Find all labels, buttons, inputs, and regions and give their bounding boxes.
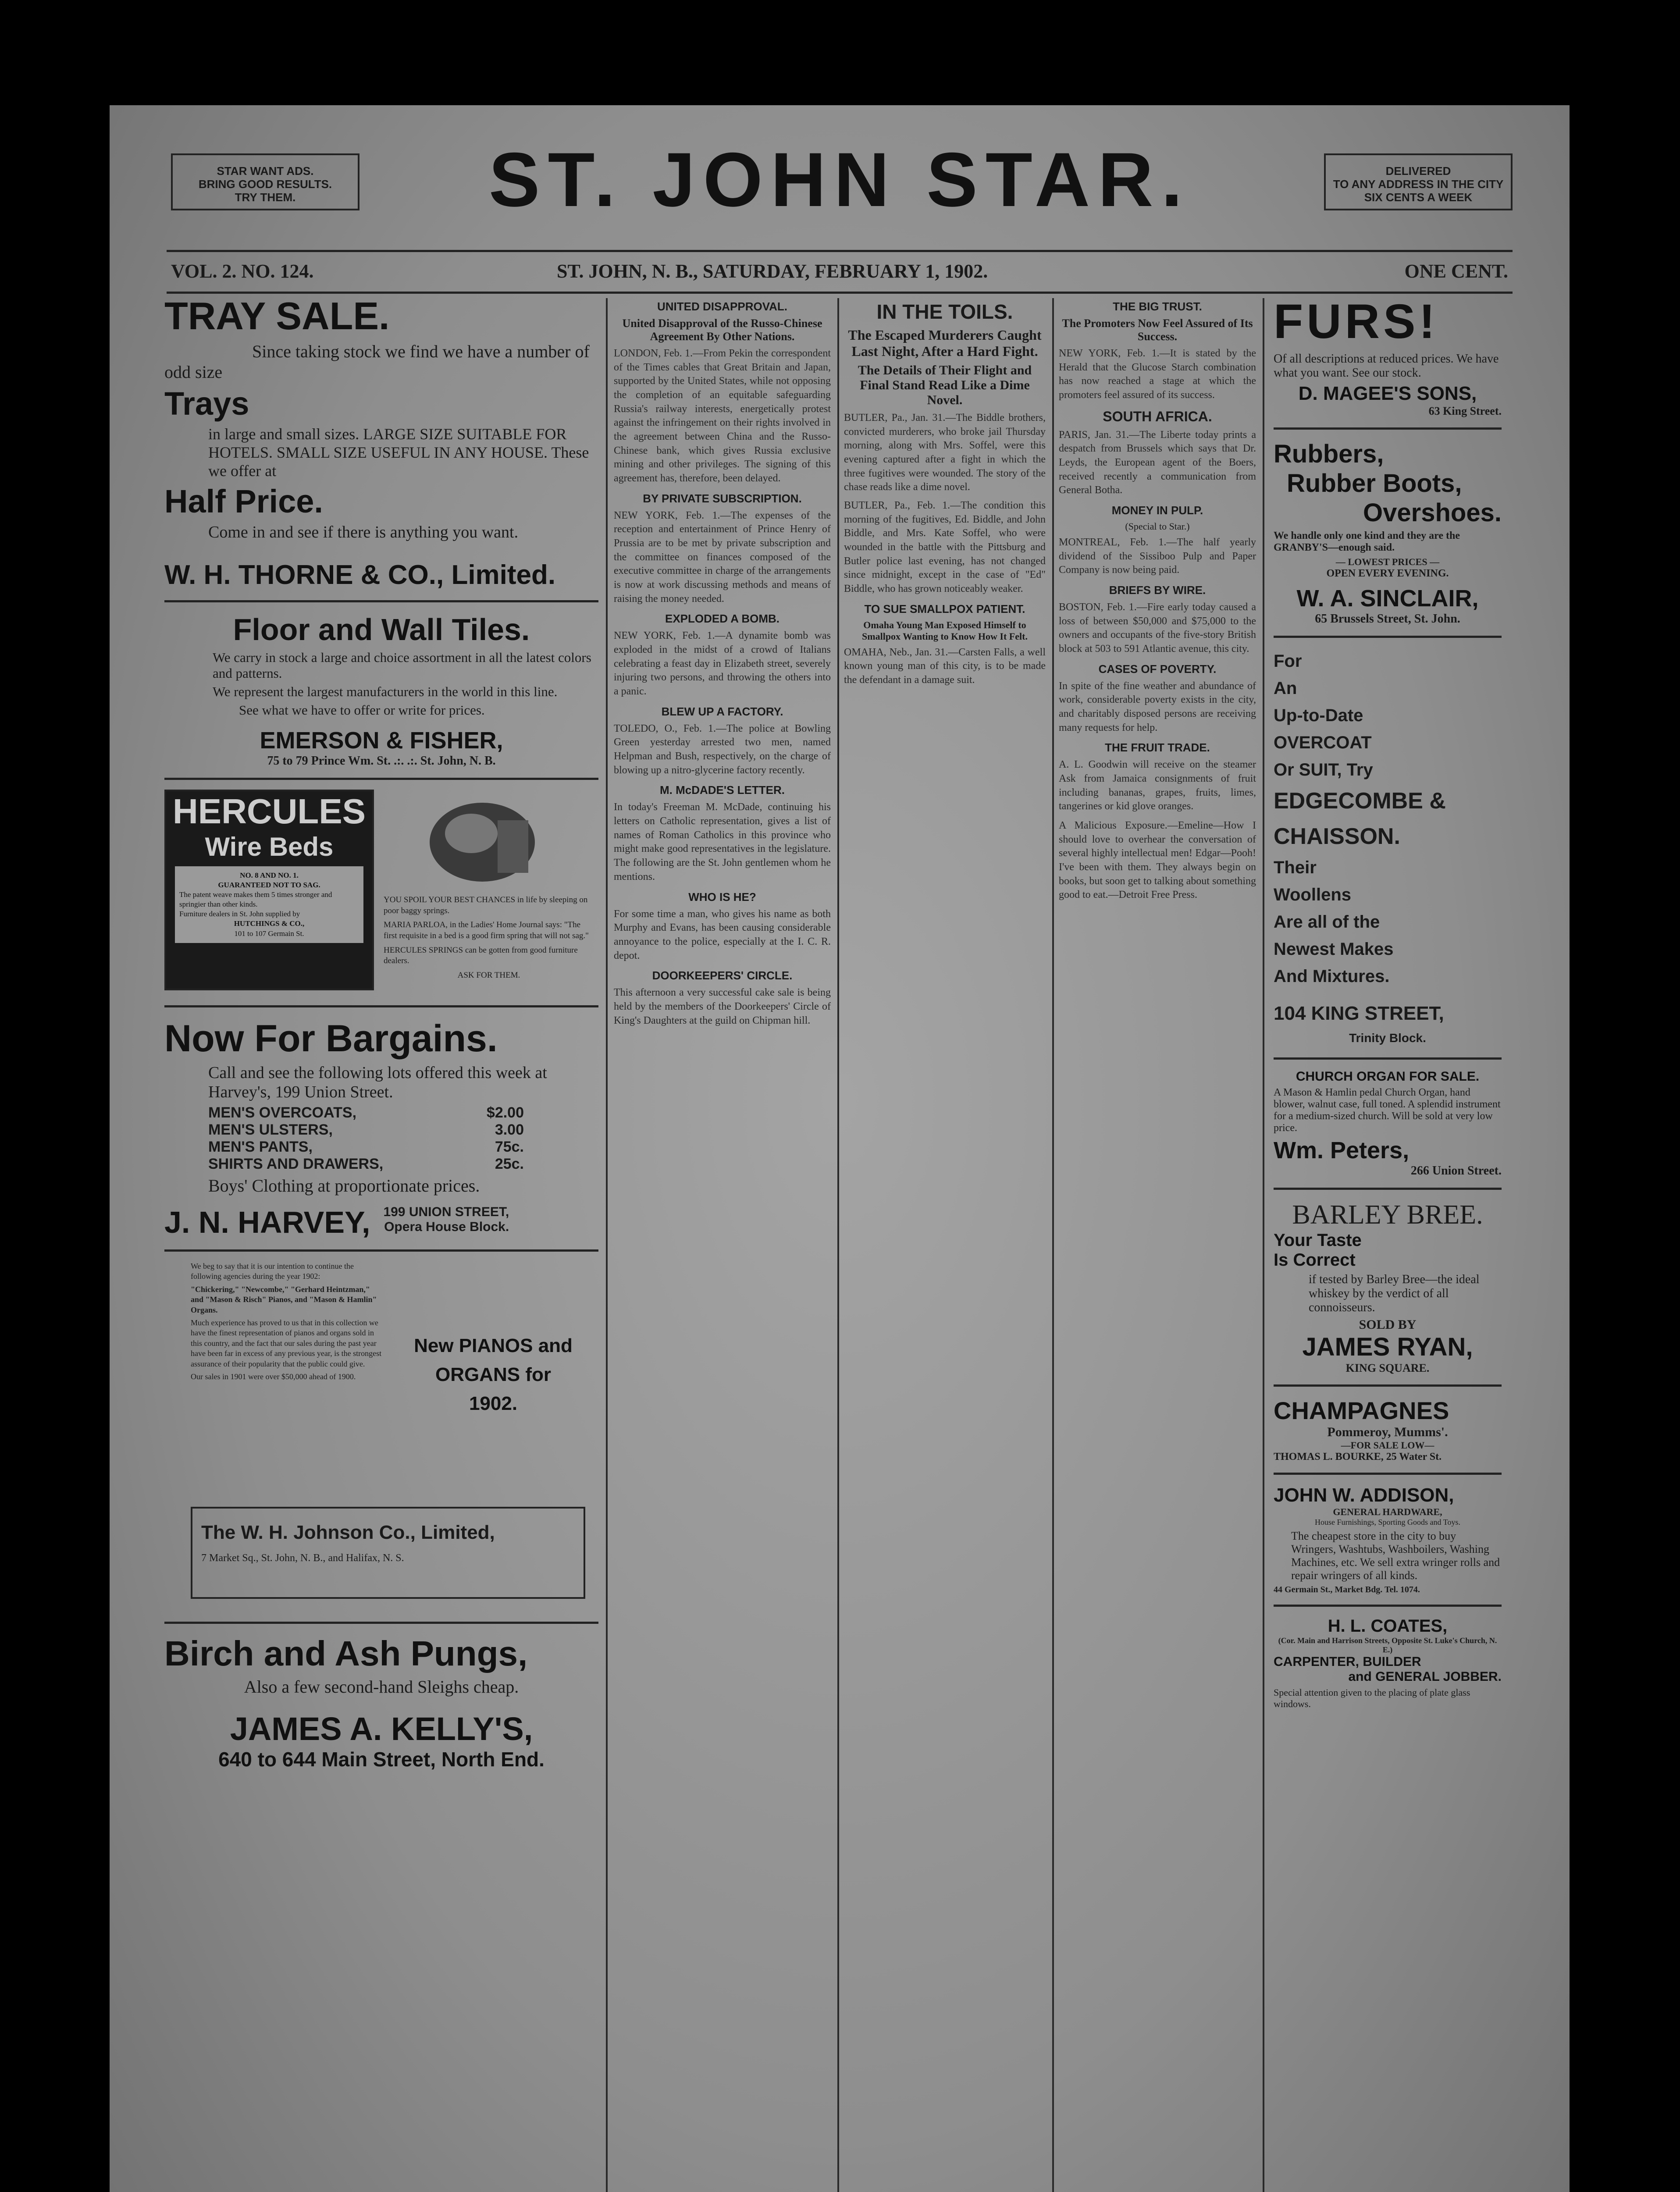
tiles-heading: Floor and Wall Tiles. (233, 612, 530, 647)
overcoat-line: OVERCOAT (1274, 733, 1372, 752)
column-advertisements-right (1274, 294, 1502, 2192)
divider (1274, 1473, 1502, 1475)
article-heading: CASES OF POVERTY. (1098, 662, 1217, 676)
edgecombe-address: 104 KING STREET, (1274, 1003, 1444, 1025)
divider (164, 1249, 598, 1252)
hercules-testimonial-line: HERCULES SPRINGS can be gotten from good furniture dealers. (384, 945, 578, 966)
new-pianos-organs: New PIANOS and ORGANS for 1902. (414, 1335, 573, 1414)
column-advertisements-left (164, 294, 598, 2192)
hercules-detail-line: GUARANTEED NOT TO SAG. (218, 881, 320, 890)
addison-subtitle: House Furnishings, Sporting Goods and Toys. (1315, 1517, 1460, 1527)
article-subheading: The Promoters Now Feel Assured of Its Success. (1062, 317, 1253, 343)
hercules-ad (164, 790, 598, 996)
barley-bree-text: if tested by Barley Bree—the ideal whiskey by the verdict of all connoisseurs. (1309, 1272, 1480, 1314)
column-rule (837, 298, 839, 2192)
divider (1274, 1384, 1502, 1387)
overcoat-ad (1274, 648, 1502, 1048)
furs-text: Of all descriptions at reduced prices. We have what you want. See our stock. (1274, 352, 1499, 380)
overcoat-line: An (1274, 679, 1297, 698)
ryan-address: KING SQUARE. (1345, 1361, 1430, 1374)
pungs-text: Also a few second-hand Sleighs cheap. (244, 1677, 519, 1697)
article-body: For some time a man, who gives his name as both Murphy and Evans, has been causing considerable annoyance to the police, especially at the I. C. R. depot. (614, 908, 831, 961)
hercules-details (175, 866, 363, 943)
divider (164, 1622, 598, 1624)
tray-sale-details: in large and small sizes. LARGE SIZE SUITABLE FOR HOTELS. SMALL SIZE USEFUL IN ANY HOUSE. These we offer at (208, 425, 589, 480)
coates-name: H. L. COATES, (1328, 1616, 1448, 1636)
article-heading: UNITED DISAPPROVAL. (657, 300, 788, 313)
hercules-detail-line: HUTCHINGS & CO., (234, 919, 305, 928)
article-heading: THE FRUIT TRADE. (1105, 741, 1210, 754)
tiles-text: We carry in stock a large and choice assortment in all the latest colors and patterns. (213, 650, 591, 681)
overcoat-line: Or SUIT, Try (1274, 760, 1373, 779)
masthead (110, 105, 1570, 254)
addison-subtitle: GENERAL HARDWARE, (1333, 1506, 1442, 1517)
hercules-detail-line: Furniture dealers in St. John supplied by (179, 910, 300, 918)
divider (1274, 427, 1502, 430)
bargain-item (208, 1139, 524, 1156)
hercules-testimonial-line: MARIA PARLOA, in the Ladies' Home Journal says: "The first requisite in a bed is a good firm spring that will not sag." (384, 920, 589, 941)
hercules-ad-box (164, 790, 374, 990)
bargain-item-price: 75c. (495, 1139, 524, 1155)
volume-number: VOL. 2. NO. 124. (171, 260, 314, 282)
organ-sale-heading: CHURCH ORGAN FOR SALE. (1296, 1069, 1480, 1084)
johnson-piano-ad (164, 1261, 598, 1612)
article-body: NEW YORK, Feb. 1.—The expenses of the reception and entertainment of Prince Henry of Prussia are to be met by private subscription and the committee on finances composed of the executive committee in charge of the arrangements is now at work discussing methods and means of raising the money needed. (614, 509, 831, 605)
bargain-item-name: MEN'S PANTS, (208, 1139, 313, 1155)
piano-agencies-text (191, 1261, 384, 1382)
column-rule (606, 298, 608, 2192)
hercules-testimonial-line: YOU SPOIL YOUR BEST CHANCES in life by sleeping on poor baggy springs. (384, 895, 588, 915)
edgecombe-block: Trinity Block. (1349, 1031, 1426, 1045)
divider (1274, 636, 1502, 638)
overcoat-line: Up-to-Date (1274, 706, 1363, 725)
article-body: BOSTON, Feb. 1.—Fire early today caused a loss of between $50,000 and $75,000 to the owners and occupants of the five-story British block at 503 to 591 Atlantic avenue, this city. (1059, 601, 1256, 655)
half-price-heading: Half Price. (164, 483, 323, 520)
article-body: BUTLER, Pa., Feb. 1.—The condition this morning of the fugitives, Ed. Biddle, and John Biddle, and Mrs. Kate Soffel, who were wounded in the battle with the Pittsburg and Butler police last evening, has not changed since midnight, except in the case of "Ed" Biddle, who has grown noticeably weaker. (844, 500, 1046, 595)
kelly-address: 640 to 644 Main Street, North End. (218, 1748, 545, 1771)
champagne-brands: Pommeroy, Mumms'. (1327, 1424, 1448, 1439)
magee-name: D. MAGEE'S SONS, (1298, 383, 1477, 404)
divider (1274, 1605, 1502, 1607)
bargain-item-price: 3.00 (495, 1121, 524, 1138)
magee-address: 63 King Street. (1428, 405, 1502, 417)
bargain-item (208, 1156, 524, 1173)
bargain-item-price: 25c. (495, 1156, 524, 1172)
newspaper-page (110, 105, 1570, 2192)
addison-address: 44 Germain St., Market Bdg. Tel. 1074. (1274, 1584, 1420, 1594)
coates-text: Special attention given to the placing of plate glass windows. (1274, 1687, 1470, 1709)
sinclair-address: 65 Brussels Street, St. John. (1315, 612, 1460, 626)
article-heading: IN THE TOILS. (876, 300, 1013, 323)
bargain-list (164, 1104, 524, 1173)
piano-text-line: Much experience has proved to us that in this collection we have the finest representation of pianos and organs sold in this country, and the fact that our sales during the past year have been far in excess of any previous year, is the strongest assurance of their popularity that the public could give. (191, 1318, 382, 1368)
sinclair-name: W. A. SINCLAIR, (1296, 585, 1479, 612)
article-subheading: Omaha Young Man Exposed Himself to Smallpox Wanting to Know How It Felt. (862, 619, 1028, 642)
hercules-testimonial-line: ASK FOR THEM. (457, 971, 520, 980)
article-body: In today's Freeman M. McDade, continuing his letters on Catholic representation, gives a list of names of Roman Catholics in this province who might make good representatives in the legislature. The following are the St. John gentlemen whom he mentions. (614, 801, 831, 882)
divider (164, 600, 598, 602)
tiles-text: We represent the largest manufacturers in the world in this line. (213, 684, 558, 699)
peters-address: 266 Union Street. (1410, 1164, 1502, 1178)
johnson-company-box (191, 1507, 585, 1599)
rubber-text: We handle only one kind and they are the GRANBY'S—enough said. (1274, 530, 1460, 553)
article-body: A Malicious Exposure.—Emeline—How I should love to overhear the conversation of several highly intellectual men! Edgar—Pooh! I've been with them. They always begin on books, but soon get to talking about something good to eat.—Detroit Free Press. (1059, 820, 1256, 901)
article-heading: WHO IS HE? (688, 890, 756, 904)
bargains-text: Call and see the following lots offered this week at Harvey's, 199 Union Street. (208, 1064, 547, 1101)
dateline (167, 250, 1513, 294)
left-ear-line: STAR WANT ADS. (217, 164, 314, 178)
furs-heading: FURS! (1274, 295, 1439, 349)
tiles-text: See what we have to offer or write for prices. (239, 702, 485, 718)
article-body: NEW YORK, Feb. 1.—It is stated by the Herald that the Glucose Starch combination has now reached a stage at which the promoters feel assured of its success. (1059, 348, 1256, 401)
left-ear-line: TRY THEM. (235, 190, 296, 204)
thorne-company-name: W. H. THORNE & CO., Limited. (164, 560, 556, 590)
champagnes-heading: CHAMPAGNES (1274, 1396, 1449, 1424)
article-heading: EXPLODED A BOMB. (665, 612, 779, 626)
article-body: BUTLER, Pa., Jan. 31.—The Biddle brothers, convicted murderers, who broke jail Thursday morning, along with Mrs. Soffel, were this evening captured after a fight in which the three fugitives were wounded. The story of the chase reads like a dime novel. (844, 412, 1046, 493)
article-body: A. L. Goodwin will receive on the steamer Ask from Jamaica consignments of fruit including bananas, grapes, fruits, limes, tangerines or kid glove oranges. (1059, 759, 1256, 812)
article-body: OMAHA, Neb., Jan. 31.—Carsten Falls, a well known young man of this city, is to be made the defendant in a damage suit. (844, 646, 1046, 686)
for-sale-low: —FOR SALE LOW— (1341, 1439, 1434, 1451)
hercules-title: HERCULES (172, 792, 366, 831)
divider (164, 1005, 598, 1007)
column-news-2 (614, 294, 831, 2192)
hercules-detail-line: 101 to 107 Germain St. (234, 929, 304, 938)
woollens-line: And Mixtures. (1274, 967, 1390, 986)
hercules-subtitle: Wire Beds (205, 832, 334, 861)
article-subheading: (Special to Star.) (1125, 521, 1190, 532)
piano-text-line: Our sales in 1901 were over $50,000 ahead of 1900. (191, 1372, 356, 1381)
johnson-company-address: 7 Market Sq., St. John, N. B., and Halifax, N. S. (201, 1552, 404, 1564)
tray-sale-text: Since taking stock we find we have a number of odd size (164, 342, 590, 382)
issue-date: ST. JOHN, N. B., SATURDAY, FEBRUARY 1, 1902. (557, 260, 988, 282)
chaisson-name: CHAISSON. (1274, 823, 1400, 849)
article-body: In spite of the fine weather and abundance of work, considerable poverty exists in the city, and charitably disposed persons are receiving many requests for help. (1059, 680, 1256, 733)
hercules-detail-line: NO. 8 AND NO. 1. (240, 871, 299, 879)
woollens-line: Woollens (1274, 885, 1352, 905)
woollens-line: Are all of the (1274, 912, 1380, 932)
article-heading: BY PRIVATE SUBSCRIPTION. (643, 491, 802, 505)
overshoes-heading: Overshoes. (1363, 498, 1502, 527)
addison-name: JOHN W. ADDISON, (1274, 1484, 1454, 1506)
bargain-item (208, 1104, 524, 1121)
pungs-heading: Birch and Ash Pungs, (164, 1634, 528, 1673)
article-body: MONTREAL, Feb. 1.—The half yearly dividend of the Sissiboo Pulp and Paper Company is now being paid. (1059, 537, 1256, 576)
article-heading: DOORKEEPERS' CIRCLE. (652, 969, 793, 982)
right-ear-line: SIX CENTS A WEEK (1364, 190, 1473, 204)
article-heading: BLEW UP A FACTORY. (661, 705, 783, 718)
open-evenings: OPEN EVERY EVENING. (1326, 568, 1449, 579)
kelly-name: JAMES A. KELLY'S, (230, 1711, 533, 1747)
barley-bree-heading: BARLEY BREE. (1292, 1199, 1483, 1230)
woollens-line: Their (1274, 858, 1317, 878)
taste-line: Your Taste (1274, 1230, 1362, 1250)
bourke-name: THOMAS L. BOURKE, 25 Water St. (1274, 1451, 1442, 1463)
emerson-fisher-address: 75 to 79 Prince Wm. St. .:. .:. St. John, N. B. (267, 754, 496, 768)
article-body: PARIS, Jan. 31.—The Liberte today prints a despatch from Brussels which says that Dr. Leyds, the European agent of the Boers, received recently a communication from General Botha. (1059, 429, 1256, 496)
addison-text: The cheapest store in the city to buy Wringers, Washtubs, Washboilers, Washing Machines, etc. We sell extra wringer rolls and repair wringers of all kinds. (1291, 1529, 1500, 1582)
article-subheading: United Disapproval of the Russo-Chinese Agreement By Other Nations. (622, 317, 822, 343)
hercules-testimonial (384, 895, 594, 981)
column-news-4 (1059, 294, 1256, 2192)
organ-sale-text: A Mason & Hamlin pedal Church Organ, hand blower, walnut case, full toned. A splendid instrument for a medium-sized church. Will be sold at very low price. (1274, 1086, 1501, 1134)
newspaper-title: ST. JOHN STAR. (488, 137, 1191, 223)
bargain-item-name: SHIRTS AND DRAWERS, (208, 1156, 384, 1172)
carpenter-line: CARPENTER, BUILDER (1274, 1654, 1421, 1669)
rubbers-heading: Rubbers, (1274, 440, 1384, 468)
article-heading: SOUTH AFRICA. (1103, 408, 1212, 424)
article-heading: BRIEFS BY WIRE. (1109, 584, 1206, 597)
divider (1274, 1188, 1502, 1190)
bargain-item-name: MEN'S OVERCOATS, (208, 1104, 357, 1121)
rubber-boots-heading: Rubber Boots, (1287, 469, 1462, 498)
harvey-ad-footer (164, 1205, 598, 1240)
overcoat-line: For (1274, 651, 1302, 671)
harvey-address-line: Opera House Block. (384, 1220, 509, 1234)
harvey-address-line: 199 UNION STREET, (383, 1205, 509, 1219)
edgecombe-name: EDGECOMBE & (1274, 788, 1446, 814)
tray-sale-invite: Come in and see if there is anything you want. (208, 523, 519, 541)
woollens-line: Newest Makes (1274, 939, 1394, 959)
bargain-item (208, 1121, 524, 1139)
column-rule (1052, 298, 1054, 2192)
article-body: This afternoon a very successful cake sale is being held by the members of the Doorkeepers' Circle of King's Daughters at the guild on Chipman hill. (614, 987, 831, 1026)
article-body: NEW YORK, Feb. 1.—A dynamite bomb was exploded in the midst of a crowd of Italians celebrating a feast day in Elizabeth street, severely injuring two persons, and throwing the others into a panic. (614, 630, 831, 697)
tray-sale-heading: TRAY SALE. (164, 294, 390, 338)
taste-line: Is Correct (1274, 1250, 1356, 1270)
hercules-detail-line: The patent weave makes them 5 times stronger and springier than other kinds. (179, 890, 332, 909)
bargain-item-name: MEN'S ULSTERS, (208, 1121, 333, 1138)
article-subheading: The Escaped Murderers Caught Last Night, After a Hard Fight. (848, 327, 1042, 359)
piano-text-line: "Chickering," "Newcombe," "Gerhard Heintzman," and "Mason & Risch" Pianos, and "Mason & Hamlin" Organs. (191, 1285, 377, 1314)
article-body: LONDON, Feb. 1.—From Pekin the correspondent of the Times cables that Great Britain and Japan, supported by the United States, while not opposing the completion of an equitable safeguarding Russia's railway interests, energetically protest against the infringement on their rights involved in the agreement between China and the Russo-Chinese bank, which gives Russia exclusive mining and other privileges. The signing of this agreement has, therefore, been delayed. (614, 348, 831, 484)
price: ONE CENT. (1404, 260, 1508, 282)
harvey-name: J. N. HARVEY, (164, 1205, 370, 1239)
right-ear-line: TO ANY ADDRESS IN THE CITY (1333, 177, 1504, 191)
article-heading: M. McDADE'S LETTER. (660, 783, 785, 797)
right-ear-line: DELIVERED (1385, 164, 1451, 178)
sold-by: SOLD BY (1359, 1317, 1417, 1332)
jobber-line: and GENERAL JOBBER. (1348, 1669, 1502, 1684)
sleeping-figure-illustration (419, 794, 546, 890)
column-news-3 (844, 294, 1046, 2192)
article-heading: MONEY IN PULP. (1111, 504, 1203, 517)
coates-address: (Cor. Main and Harrison Streets, Opposite St. Luke's Church, N. E.) (1278, 1636, 1497, 1654)
ryan-name: JAMES RYAN, (1302, 1332, 1473, 1361)
bargains-heading: Now For Bargains. (164, 1018, 498, 1060)
article-subheading: The Details of Their Flight and Final Stand Read Like a Dime Novel. (858, 363, 1032, 407)
emerson-fisher-name: EMERSON & FISHER, (260, 727, 503, 754)
lowest-prices: — LOWEST PRICES — (1335, 556, 1440, 567)
johnson-company-name: The W. H. Johnson Co., Limited, (201, 1522, 495, 1543)
harvey-address (383, 1205, 509, 1235)
trays-heading: Trays (164, 385, 249, 422)
left-ear-line: BRING GOOD RESULTS. (198, 177, 332, 191)
piano-text-line: We beg to say that it is our intention to continue the following agencies during the year 1902: (191, 1262, 354, 1281)
right-ear-box (1324, 153, 1513, 210)
boys-clothing-text: Boys' Clothing at proportionate prices. (208, 1176, 480, 1196)
article-heading: TO SUE SMALLPOX PATIENT. (864, 602, 1025, 616)
column-rule (1263, 298, 1264, 2192)
article-body: TOLEDO, O., Feb. 1.—The police at Bowling Green yesterday arrested two men, named Helpman and Bush, respectively, on the charge of blowing up a nitro-glycerine factory recently. (614, 722, 831, 776)
peters-name: Wm. Peters, (1274, 1137, 1409, 1164)
divider (1274, 1057, 1502, 1060)
divider (164, 778, 598, 780)
article-heading: THE BIG TRUST. (1113, 300, 1202, 313)
bargain-item-price: $2.00 (486, 1104, 524, 1121)
